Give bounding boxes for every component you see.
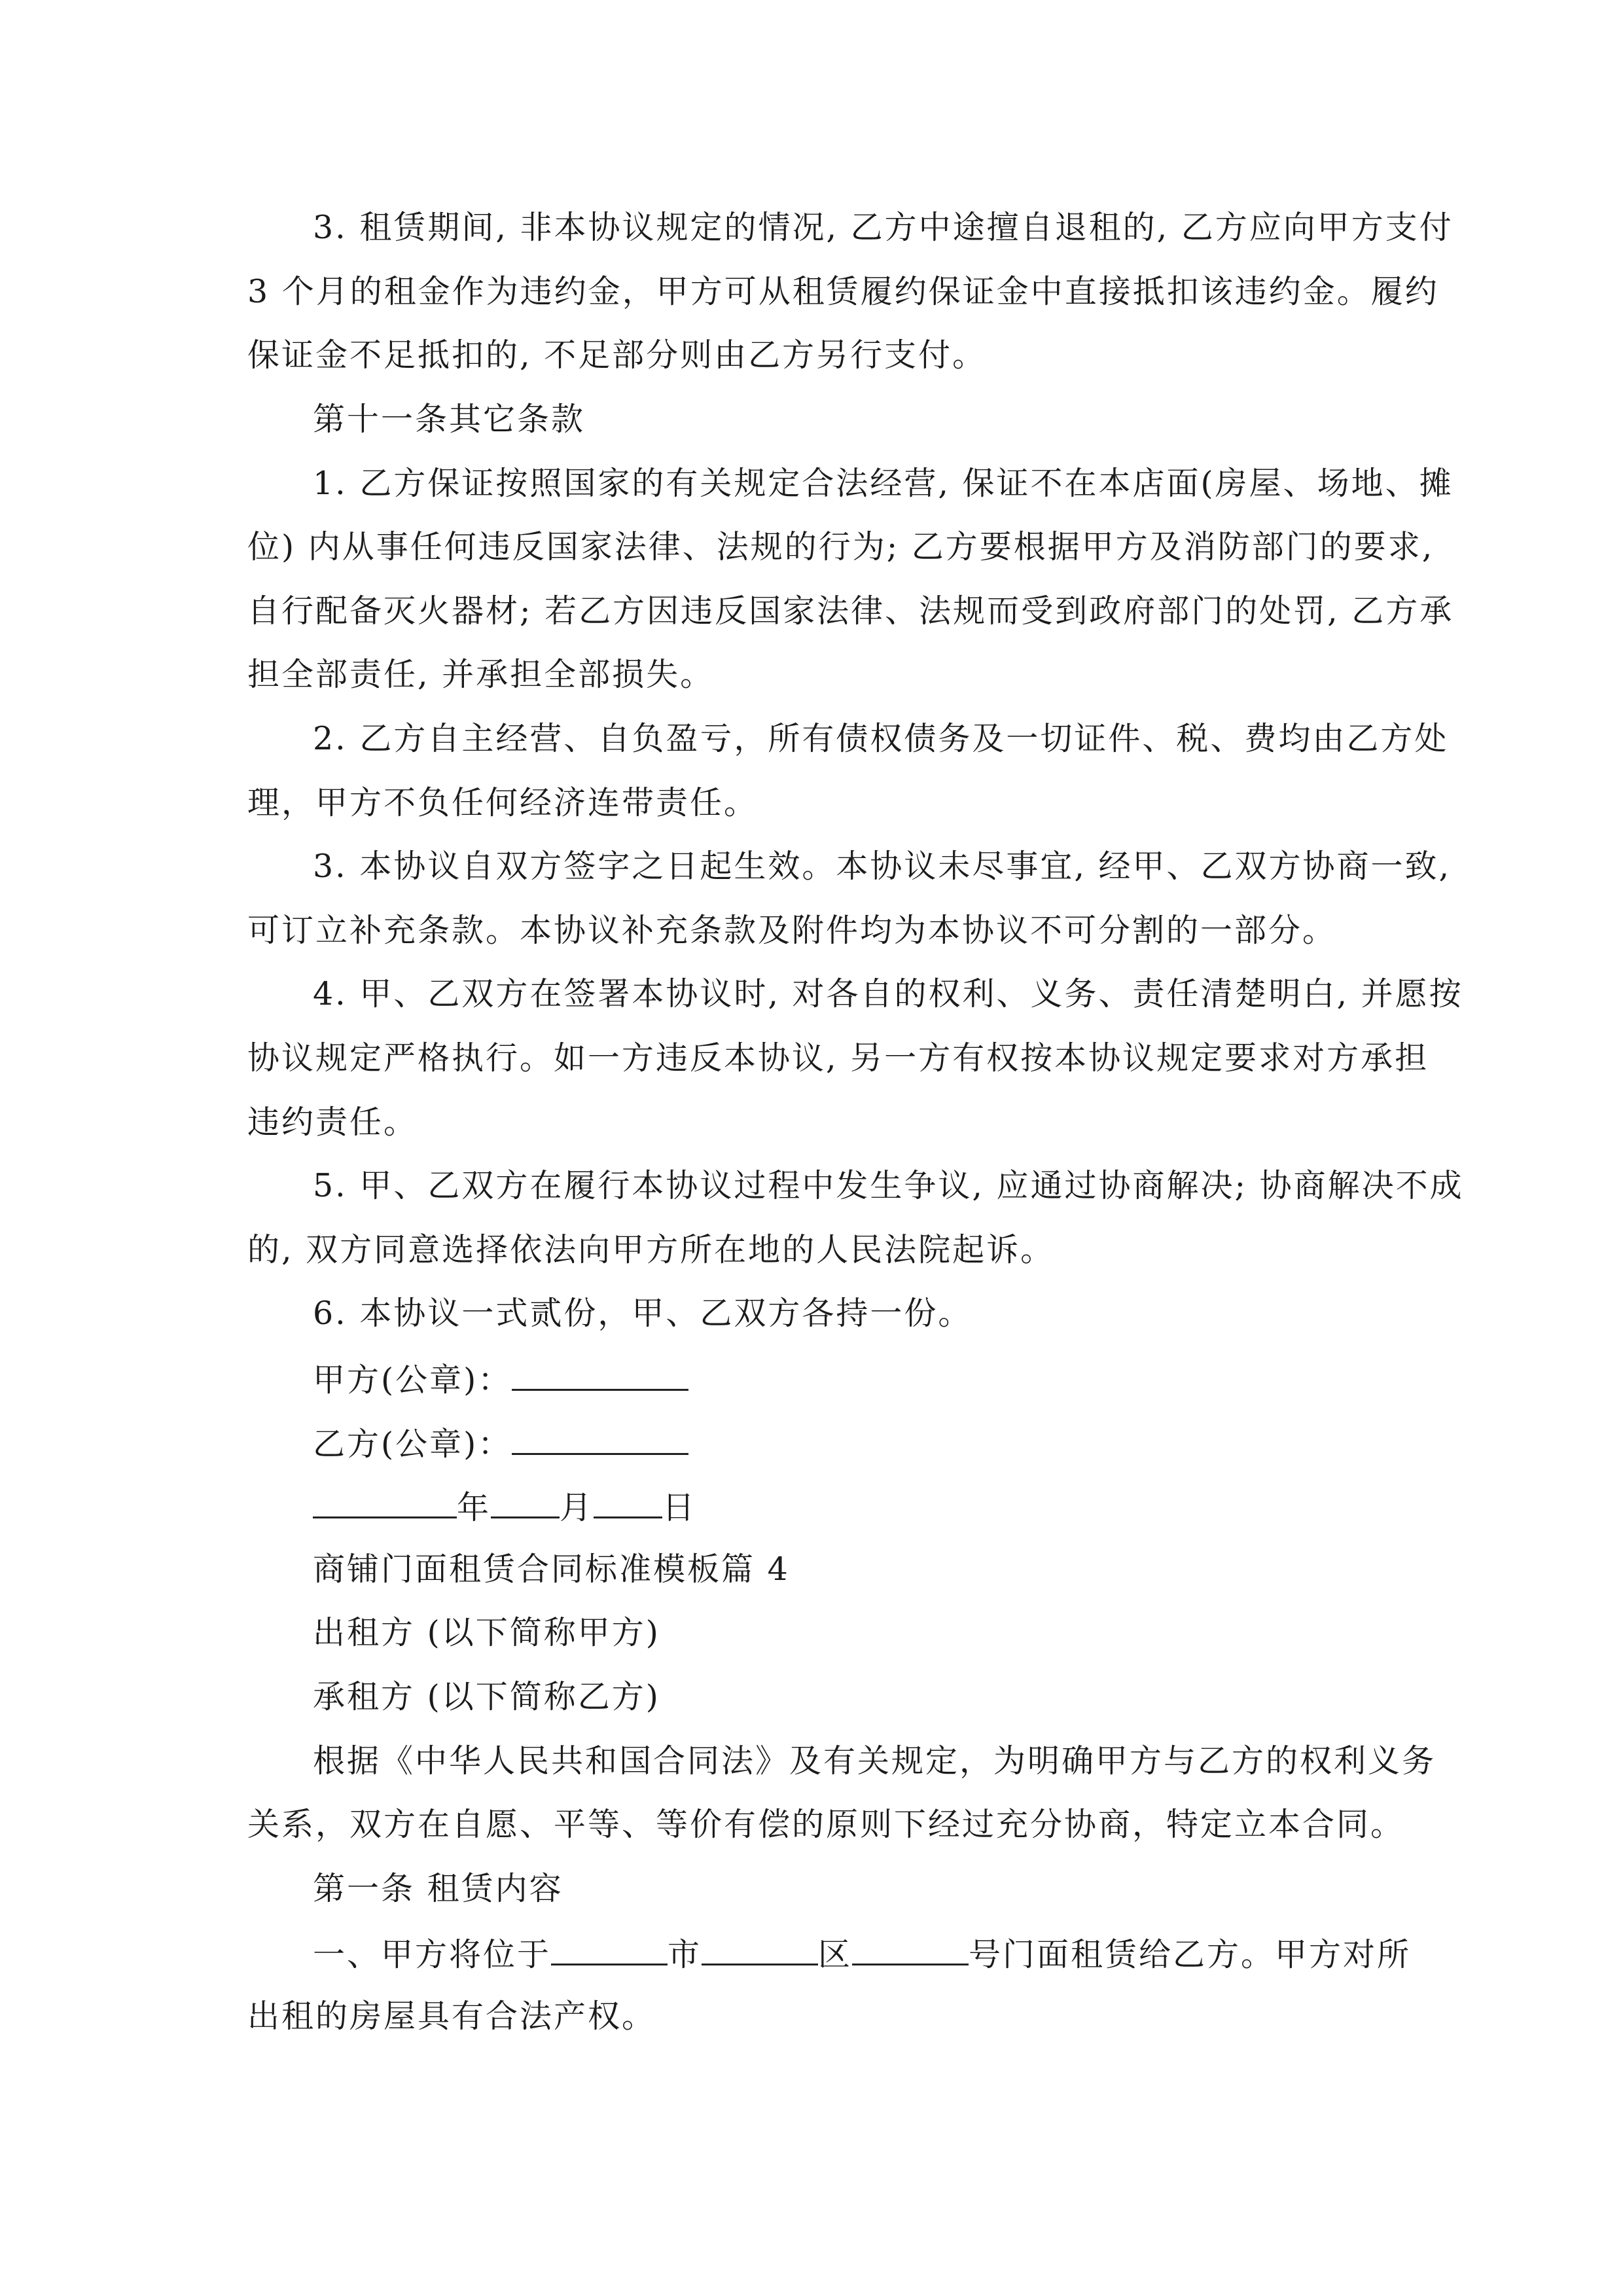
party-a-signature-blank[interactable] <box>512 1356 688 1391</box>
party-b-label: 乙方(公章)： <box>313 1426 512 1463</box>
party-a-signature-line <box>313 1356 688 1399</box>
template-4-title: 商铺门面租赁合同标准模板篇 4 <box>313 1551 790 1588</box>
district-label: 区 <box>818 1936 853 1973</box>
clause-11-item-3-line-2: 可订立补充条款。本协议补充条款及附件均为本协议不可分割的一部分。 <box>247 912 1337 949</box>
preamble-line-2: 关系，双方在自愿、平等、等价有偿的原则下经过充分协商，特定立本合同。 <box>247 1806 1405 1843</box>
date-line <box>313 1484 696 1527</box>
clause-11-item-1-line-4: 担全部责任, 并承担全部损失。 <box>247 656 715 693</box>
clause-11-item-5-line-2: 的, 双方同意选择依法向甲方所在地的人民法院起诉。 <box>247 1231 1055 1268</box>
clause-11-item-1-line-1: 1. 乙方保证按照国家的有关规定合法经营, 保证不在本店面(房屋、场地、摊 <box>313 465 1454 502</box>
location-prefix: 一、甲方将位于 <box>313 1936 552 1973</box>
location-suffix: 号门面租赁给乙方。甲方对所 <box>969 1936 1412 1973</box>
clause-11-item-4-line-2: 协议规定严格执行。如一方违反本协议, 另一方有权按本协议规定要求对方承担 <box>247 1039 1429 1077</box>
party-b-signature-line <box>313 1420 688 1463</box>
year-label: 年 <box>457 1489 491 1526</box>
district-blank[interactable] <box>702 1931 818 1965</box>
clause-11-item-2-line-1: 2. 乙方自主经营、自负盈亏，所有债权债务及一切证件、税、费均由乙方处 <box>313 720 1449 757</box>
year-blank[interactable] <box>313 1484 457 1518</box>
clause-11-heading: 第十一条其它条款 <box>313 401 586 438</box>
clause-11-item-6: 6. 本协议一式贰份，甲、乙双方各持一份。 <box>313 1295 972 1332</box>
party-b-signature-blank[interactable] <box>512 1420 688 1455</box>
lessee-line: 承租方 (以下简称乙方) <box>313 1678 660 1715</box>
number-blank[interactable] <box>852 1931 969 1965</box>
clause-11-item-5-line-1: 5. 甲、乙双方在履行本协议过程中发生争议, 应通过协商解决; 协商解决不成 <box>313 1167 1464 1204</box>
city-label: 市 <box>668 1936 702 1973</box>
lessor-line: 出租方 (以下简称甲方) <box>313 1614 660 1651</box>
city-blank[interactable] <box>551 1931 668 1965</box>
clause-11-item-1-line-2: 位) 内从事任何违反国家法律、法规的行为; 乙方要根据甲方及消防部门的要求, <box>247 528 1435 565</box>
month-label: 月 <box>560 1489 594 1526</box>
clause-11-item-1-line-3: 自行配备灭火器材; 若乙方因违反国家法律、法规而受到政府部门的处罚, 乙方承 <box>247 592 1454 630</box>
day-blank[interactable] <box>594 1484 662 1518</box>
preamble-line-1: 根据《中华人民共和国合同法》及有关规定，为明确甲方与乙方的权利义务 <box>313 1742 1436 1780</box>
clause-11-item-3-line-1: 3. 本协议自双方签字之日起生效。本协议未尽事宜, 经甲、乙双方协商一致, <box>313 848 1452 885</box>
article-1-paragraph-1-line-1 <box>313 1931 1411 1974</box>
article-1-heading: 第一条 租赁内容 <box>313 1870 563 1907</box>
month-blank[interactable] <box>491 1484 560 1518</box>
clause-11-item-2-line-2: 理，甲方不负任何经济连带责任。 <box>247 784 758 821</box>
clause-11-item-4-line-3: 违约责任。 <box>247 1103 418 1141</box>
clause-10-item-3-line-1: 3. 租赁期间, 非本协议规定的情况, 乙方中途擅自退租的, 乙方应向甲方支付 <box>313 209 1454 246</box>
clause-10-item-3-line-2: 3 个月的租金作为违约金，甲方可从租赁履约保证金中直接抵扣该违约金。履约 <box>247 273 1439 310</box>
clause-10-item-3-line-3: 保证金不足抵扣的, 不足部分则由乙方另行支付。 <box>247 336 987 374</box>
article-1-paragraph-1-line-2: 出租的房屋具有合法产权。 <box>247 1998 656 2035</box>
day-label: 日 <box>662 1489 697 1526</box>
party-a-label: 甲方(公章)： <box>313 1361 512 1399</box>
clause-11-item-4-line-1: 4. 甲、乙双方在签署本协议时, 对各自的权利、义务、责任清楚明白, 并愿按 <box>313 975 1463 1013</box>
